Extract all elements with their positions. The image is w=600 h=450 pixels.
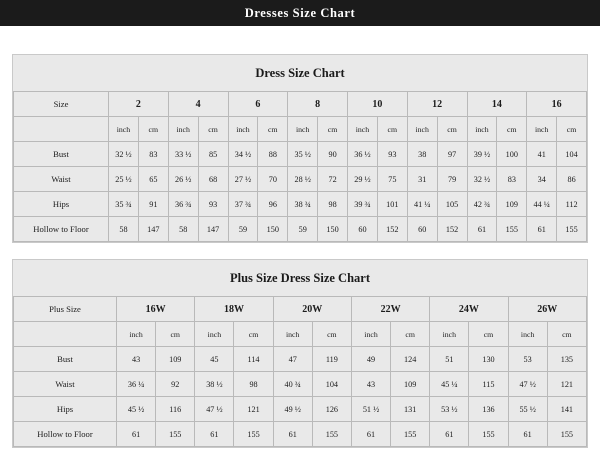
measurement-value: 155 xyxy=(497,217,527,242)
unit-header-cell: cm xyxy=(138,117,168,142)
measurement-value: 100 xyxy=(497,142,527,167)
measurement-value: 59 xyxy=(228,217,258,242)
measurement-value: 36 ½ xyxy=(348,142,378,167)
measurement-label: Waist xyxy=(14,167,109,192)
measurement-value: 88 xyxy=(258,142,288,167)
plus-size-table xyxy=(13,296,587,447)
measurement-value: 37 ¾ xyxy=(228,192,258,217)
measurement-value: 47 xyxy=(273,347,312,372)
measurement-value: 53 xyxy=(508,347,547,372)
page-title: Dresses Size Chart xyxy=(244,5,356,20)
measurement-label: Hollow to Floor xyxy=(14,217,109,242)
measurement-value: 91 xyxy=(138,192,168,217)
measurement-value: 32 ½ xyxy=(109,142,139,167)
table-row-size-header xyxy=(14,92,587,117)
measurement-value: 28 ½ xyxy=(288,167,318,192)
measurement-value: 33 ½ xyxy=(168,142,198,167)
unit-header-cell: inch xyxy=(430,322,469,347)
measurement-label: Hollow to Floor xyxy=(14,422,117,447)
unit-header-cell: cm xyxy=(318,117,348,142)
unit-header-cell: inch xyxy=(273,322,312,347)
measurement-value: 155 xyxy=(547,422,586,447)
measurement-value: 58 xyxy=(109,217,139,242)
standard-size-chart xyxy=(12,54,588,243)
measurement-value: 152 xyxy=(377,217,407,242)
unit-header-cell: cm xyxy=(497,117,527,142)
measurement-value: 130 xyxy=(469,347,508,372)
measurement-value: 116 xyxy=(156,397,195,422)
measurement-value: 75 xyxy=(377,167,407,192)
measurement-value: 79 xyxy=(437,167,467,192)
measurement-value: 55 ½ xyxy=(508,397,547,422)
measurement-value: 155 xyxy=(557,217,587,242)
table-row xyxy=(14,217,587,242)
size-header-cell: 8 xyxy=(288,92,348,117)
unit-header-cell: inch xyxy=(288,117,318,142)
unit-header-cell: inch xyxy=(109,117,139,142)
measurement-value: 155 xyxy=(391,422,430,447)
size-header-cell: 26W xyxy=(508,297,586,322)
measurement-value: 61 xyxy=(117,422,156,447)
measurement-value: 60 xyxy=(348,217,378,242)
measurement-value: 152 xyxy=(437,217,467,242)
page-banner xyxy=(0,0,600,26)
table-row xyxy=(14,422,587,447)
unit-header-cell: cm xyxy=(377,117,407,142)
measurement-value: 121 xyxy=(234,397,273,422)
measurement-value: 45 xyxy=(195,347,234,372)
measurement-value: 112 xyxy=(557,192,587,217)
standard-chart-title: Dress Size Chart xyxy=(255,66,345,80)
size-header-cell: 24W xyxy=(430,297,508,322)
measurement-value: 96 xyxy=(258,192,288,217)
measurement-value: 131 xyxy=(391,397,430,422)
measurement-value: 41 ¼ xyxy=(407,192,437,217)
measurement-value: 93 xyxy=(377,142,407,167)
measurement-value: 35 ½ xyxy=(288,142,318,167)
units-blank-cell xyxy=(14,117,109,142)
measurement-value: 44 ¼ xyxy=(527,192,557,217)
unit-header-cell: inch xyxy=(467,117,497,142)
table-row xyxy=(14,167,587,192)
measurement-value: 121 xyxy=(547,372,586,397)
spacer-middle xyxy=(0,243,600,259)
table-row-units xyxy=(14,117,587,142)
measurement-value: 61 xyxy=(467,217,497,242)
measurement-value: 40 ¾ xyxy=(273,372,312,397)
measurement-value: 51 ½ xyxy=(351,397,390,422)
measurement-value: 34 ½ xyxy=(228,142,258,167)
measurement-value: 61 xyxy=(351,422,390,447)
measurement-value: 105 xyxy=(437,192,467,217)
size-header-cell: 20W xyxy=(273,297,351,322)
measurement-value: 92 xyxy=(156,372,195,397)
measurement-value: 114 xyxy=(234,347,273,372)
table-row xyxy=(14,372,587,397)
measurement-value: 85 xyxy=(198,142,228,167)
measurement-value: 39 ¾ xyxy=(348,192,378,217)
plus-size-chart xyxy=(12,259,588,448)
measurement-value: 70 xyxy=(258,167,288,192)
measurement-value: 42 ¾ xyxy=(467,192,497,217)
unit-header-cell: inch xyxy=(348,117,378,142)
table-row-size-header xyxy=(14,297,587,322)
measurement-value: 150 xyxy=(258,217,288,242)
measurement-value: 49 ½ xyxy=(273,397,312,422)
measurement-value: 27 ½ xyxy=(228,167,258,192)
measurement-value: 49 xyxy=(351,347,390,372)
measurement-value: 25 ½ xyxy=(109,167,139,192)
measurement-value: 83 xyxy=(497,167,527,192)
size-label-header: Plus Size xyxy=(14,297,117,322)
measurement-value: 36 ¼ xyxy=(117,372,156,397)
measurement-value: 31 xyxy=(407,167,437,192)
measurement-value: 147 xyxy=(198,217,228,242)
table-row xyxy=(14,347,587,372)
measurement-value: 104 xyxy=(557,142,587,167)
unit-header-cell: inch xyxy=(228,117,258,142)
unit-header-cell: cm xyxy=(156,322,195,347)
unit-header-cell: cm xyxy=(547,322,586,347)
measurement-value: 43 xyxy=(351,372,390,397)
measurement-value: 45 ¼ xyxy=(430,372,469,397)
size-label-header: Size xyxy=(14,92,109,117)
unit-header-cell: inch xyxy=(508,322,547,347)
measurement-value: 101 xyxy=(377,192,407,217)
measurement-value: 68 xyxy=(198,167,228,192)
measurement-value: 32 ½ xyxy=(467,167,497,192)
measurement-value: 51 xyxy=(430,347,469,372)
measurement-value: 61 xyxy=(195,422,234,447)
size-header-cell: 12 xyxy=(407,92,467,117)
measurement-value: 93 xyxy=(198,192,228,217)
measurement-value: 136 xyxy=(469,397,508,422)
unit-header-cell: cm xyxy=(198,117,228,142)
measurement-value: 47 ½ xyxy=(508,372,547,397)
measurement-value: 43 xyxy=(117,347,156,372)
units-blank-cell xyxy=(14,322,117,347)
measurement-value: 150 xyxy=(318,217,348,242)
measurement-value: 135 xyxy=(547,347,586,372)
size-header-cell: 6 xyxy=(228,92,288,117)
measurement-value: 35 ¾ xyxy=(109,192,139,217)
measurement-value: 147 xyxy=(138,217,168,242)
measurement-value: 119 xyxy=(312,347,351,372)
unit-header-cell: cm xyxy=(391,322,430,347)
measurement-label: Hips xyxy=(14,397,117,422)
size-header-cell: 14 xyxy=(467,92,527,117)
measurement-label: Waist xyxy=(14,372,117,397)
measurement-value: 61 xyxy=(527,217,557,242)
size-header-cell: 22W xyxy=(351,297,429,322)
measurement-value: 115 xyxy=(469,372,508,397)
measurement-value: 29 ½ xyxy=(348,167,378,192)
standard-chart-wrap xyxy=(0,54,600,243)
measurement-value: 38 ¾ xyxy=(288,192,318,217)
unit-header-cell: inch xyxy=(527,117,557,142)
table-row xyxy=(14,397,587,422)
measurement-value: 59 xyxy=(288,217,318,242)
measurement-value: 86 xyxy=(557,167,587,192)
unit-header-cell: inch xyxy=(168,117,198,142)
unit-header-cell: inch xyxy=(407,117,437,142)
spacer-top xyxy=(0,26,600,54)
measurement-value: 98 xyxy=(234,372,273,397)
unit-header-cell: cm xyxy=(469,322,508,347)
measurement-value: 90 xyxy=(318,142,348,167)
measurement-label: Bust xyxy=(14,142,109,167)
unit-header-cell: cm xyxy=(312,322,351,347)
measurement-value: 155 xyxy=(234,422,273,447)
measurement-value: 39 ½ xyxy=(467,142,497,167)
measurement-value: 155 xyxy=(469,422,508,447)
measurement-value: 61 xyxy=(273,422,312,447)
table-row xyxy=(14,192,587,217)
table-row xyxy=(14,142,587,167)
measurement-value: 104 xyxy=(312,372,351,397)
measurement-value: 83 xyxy=(138,142,168,167)
measurement-value: 65 xyxy=(138,167,168,192)
measurement-value: 155 xyxy=(156,422,195,447)
measurement-value: 36 ¾ xyxy=(168,192,198,217)
unit-header-cell: inch xyxy=(195,322,234,347)
size-header-cell: 10 xyxy=(348,92,408,117)
measurement-value: 124 xyxy=(391,347,430,372)
plus-chart-wrap xyxy=(0,259,600,448)
measurement-value: 61 xyxy=(508,422,547,447)
plus-chart-title: Plus Size Dress Size Chart xyxy=(229,271,371,285)
measurement-value: 141 xyxy=(547,397,586,422)
unit-header-cell: cm xyxy=(258,117,288,142)
measurement-value: 126 xyxy=(312,397,351,422)
measurement-value: 109 xyxy=(497,192,527,217)
measurement-value: 41 xyxy=(527,142,557,167)
measurement-value: 155 xyxy=(312,422,351,447)
measurement-value: 34 xyxy=(527,167,557,192)
unit-header-cell: cm xyxy=(437,117,467,142)
unit-header-cell: inch xyxy=(351,322,390,347)
standard-size-table xyxy=(13,91,587,242)
measurement-value: 45 ½ xyxy=(117,397,156,422)
measurement-value: 98 xyxy=(318,192,348,217)
measurement-value: 26 ½ xyxy=(168,167,198,192)
measurement-value: 97 xyxy=(437,142,467,167)
size-header-cell: 16W xyxy=(117,297,195,322)
size-header-cell: 18W xyxy=(195,297,273,322)
measurement-value: 58 xyxy=(168,217,198,242)
measurement-value: 38 ½ xyxy=(195,372,234,397)
measurement-value: 61 xyxy=(430,422,469,447)
unit-header-cell: inch xyxy=(117,322,156,347)
measurement-value: 109 xyxy=(156,347,195,372)
size-header-cell: 2 xyxy=(109,92,169,117)
size-header-cell: 16 xyxy=(527,92,587,117)
measurement-value: 60 xyxy=(407,217,437,242)
measurement-label: Hips xyxy=(14,192,109,217)
measurement-value: 38 xyxy=(407,142,437,167)
table-row-units xyxy=(14,322,587,347)
measurement-value: 53 ½ xyxy=(430,397,469,422)
unit-header-cell: cm xyxy=(234,322,273,347)
measurement-value: 47 ½ xyxy=(195,397,234,422)
measurement-value: 72 xyxy=(318,167,348,192)
measurement-label: Bust xyxy=(14,347,117,372)
size-header-cell: 4 xyxy=(168,92,228,117)
measurement-value: 109 xyxy=(391,372,430,397)
unit-header-cell: cm xyxy=(557,117,587,142)
